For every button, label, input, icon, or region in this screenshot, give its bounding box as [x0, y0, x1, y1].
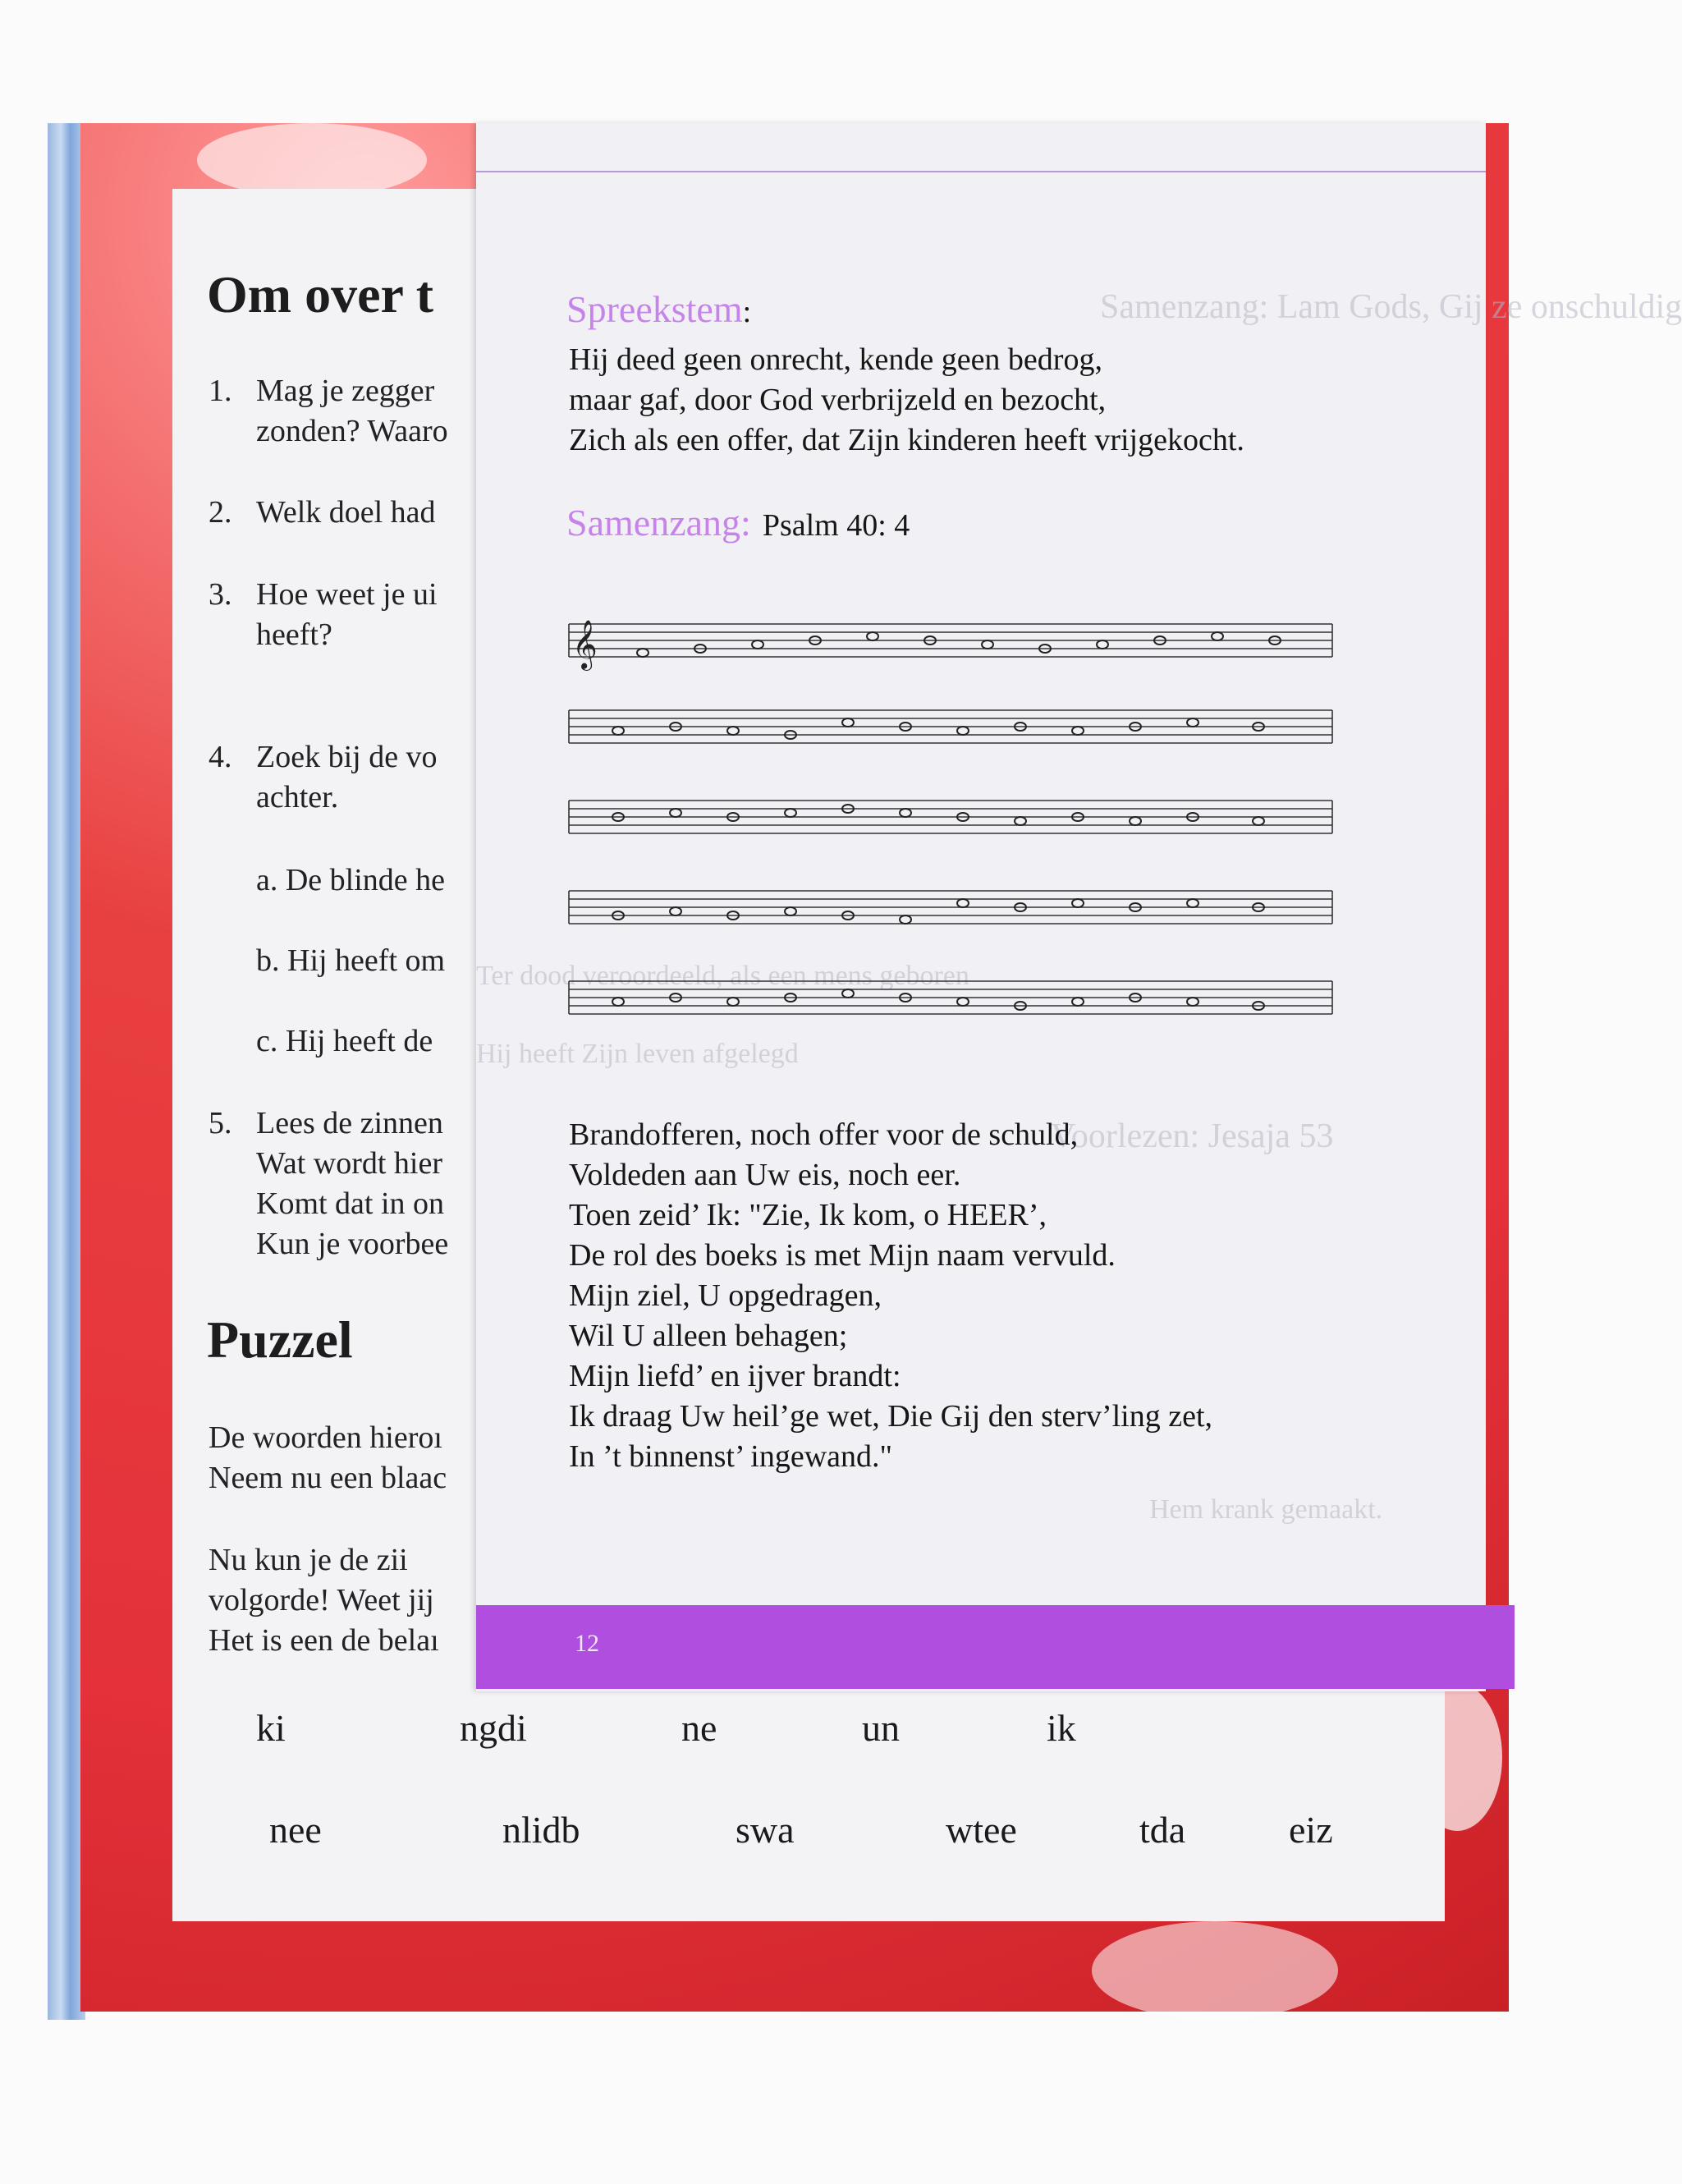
verse-line: Wil U alleen behagen; [569, 1319, 848, 1353]
worn-speckle [1092, 1921, 1338, 2020]
bleed-text: Voorlezen: Jesaja 53 [1051, 1117, 1334, 1155]
puzzle-text-line: volgorde! Weet jij [209, 1583, 434, 1617]
sub-item: c. Hij heeft de [256, 1024, 433, 1058]
music-staff-5 [569, 965, 1336, 1030]
puzzle-intro-line: De woorden hieroı [209, 1420, 442, 1455]
spreekstem-line: Zich als een offer, dat Zijn kinderen heeft vrijgekocht. [569, 423, 1244, 457]
worn-speckle [197, 123, 427, 197]
question-line: Welk doel had [256, 495, 436, 530]
bleed-text: Ter dood veroordeeld, als een mens geboren [476, 961, 969, 991]
question-line: zonden? Waaro [256, 414, 448, 448]
music-staff-4 [569, 874, 1336, 940]
bleed-text: Hem krank gemaakt. [1149, 1494, 1383, 1525]
spreekstem-label: Spreekstem [566, 288, 743, 330]
page-number: 12 [575, 1630, 599, 1657]
question-number: 1. [209, 374, 232, 408]
question-number: 2. [209, 495, 232, 530]
samenzang-label: Samenzang: [566, 502, 751, 544]
puzzle-word: swa [736, 1809, 795, 1851]
puzzle-word: tda [1139, 1809, 1186, 1851]
sub-item: b. Hij heeft om [256, 943, 446, 978]
question-number: 5. [209, 1106, 232, 1140]
question-line: heeft? [256, 617, 332, 652]
verse-line: In ’t binnenst’ ingewand." [569, 1439, 893, 1474]
puzzle-text-line: Het is een de belaı [209, 1623, 439, 1658]
question-number: 3. [209, 577, 232, 612]
question-line: achter. [256, 780, 339, 814]
bleed-text: Hij heeft Zijn leven afgelegd [476, 1039, 799, 1069]
verse-line: Ik draag Uw heil’ge wet, Die Gij den sterv’ling zet, [569, 1399, 1213, 1434]
verse-line: Mijn liefd’ en ijver brandt: [569, 1359, 901, 1393]
puzzle-word: ki [256, 1707, 286, 1749]
puzzle-word: nlidb [502, 1809, 580, 1851]
puzzle-heading: Puzzel [207, 1310, 353, 1369]
page-footer-bar [476, 1605, 1515, 1689]
question-line: Zoek bij de vo [256, 740, 438, 774]
verse-line: Mijn ziel, U opgedragen, [569, 1278, 882, 1313]
verse-line: De rol des boeks is met Mijn naam vervuld. [569, 1238, 1116, 1273]
psalm-reference: Psalm 40: 4 [762, 508, 910, 543]
svg-text:𝄞: 𝄞 [572, 620, 598, 669]
puzzle-word: un [862, 1707, 900, 1749]
question-number: 4. [209, 740, 232, 774]
puzzle-word: wtee [946, 1809, 1017, 1851]
puzzle-intro-line: Neem nu een blaac [209, 1461, 447, 1495]
puzzle-word: nee [269, 1809, 322, 1851]
puzzle-text-line: Nu kun je de zii [209, 1543, 408, 1577]
verse-line: Toen zeid’ Ik: "Zie, Ik kom, o HEER’, [569, 1198, 1047, 1232]
music-staff-1 [569, 608, 1336, 673]
spreekstem-line: maar gaf, door God verbrijzeld en bezocht, [569, 383, 1107, 417]
page-rule [476, 171, 1486, 172]
question-line: Hoe weet je ui [256, 577, 438, 612]
sub-item: a. De blinde he [256, 863, 446, 897]
verse-line: Voldeden aan Uw eis, noch eer. [569, 1158, 961, 1192]
question-line: Komt dat in on [256, 1186, 445, 1221]
puzzle-word: ngdi [460, 1707, 527, 1749]
question-line: Kun je voorbee [256, 1227, 449, 1261]
puzzle-word: ne [681, 1707, 717, 1749]
verse-line: Brandofferen, noch offer voor de schuld, [569, 1117, 1079, 1152]
question-line: Lees de zinnen [256, 1106, 443, 1140]
puzzle-word: eiz [1289, 1809, 1333, 1851]
music-staff-3 [569, 784, 1336, 850]
music-staff-2 [569, 694, 1336, 759]
bleed-text: Samenzang: Lam Gods, Gij ze onschuldig [1100, 288, 1682, 326]
left-heading: Om over t [207, 265, 434, 323]
spreekstem-line: Hij deed geen onrecht, kende geen bedrog, [569, 342, 1102, 377]
spreekstem-colon: : [742, 295, 752, 329]
question-line: Wat wordt hier [256, 1146, 442, 1181]
puzzle-word: ik [1047, 1707, 1076, 1749]
question-line: Mag je zegger [256, 374, 435, 408]
